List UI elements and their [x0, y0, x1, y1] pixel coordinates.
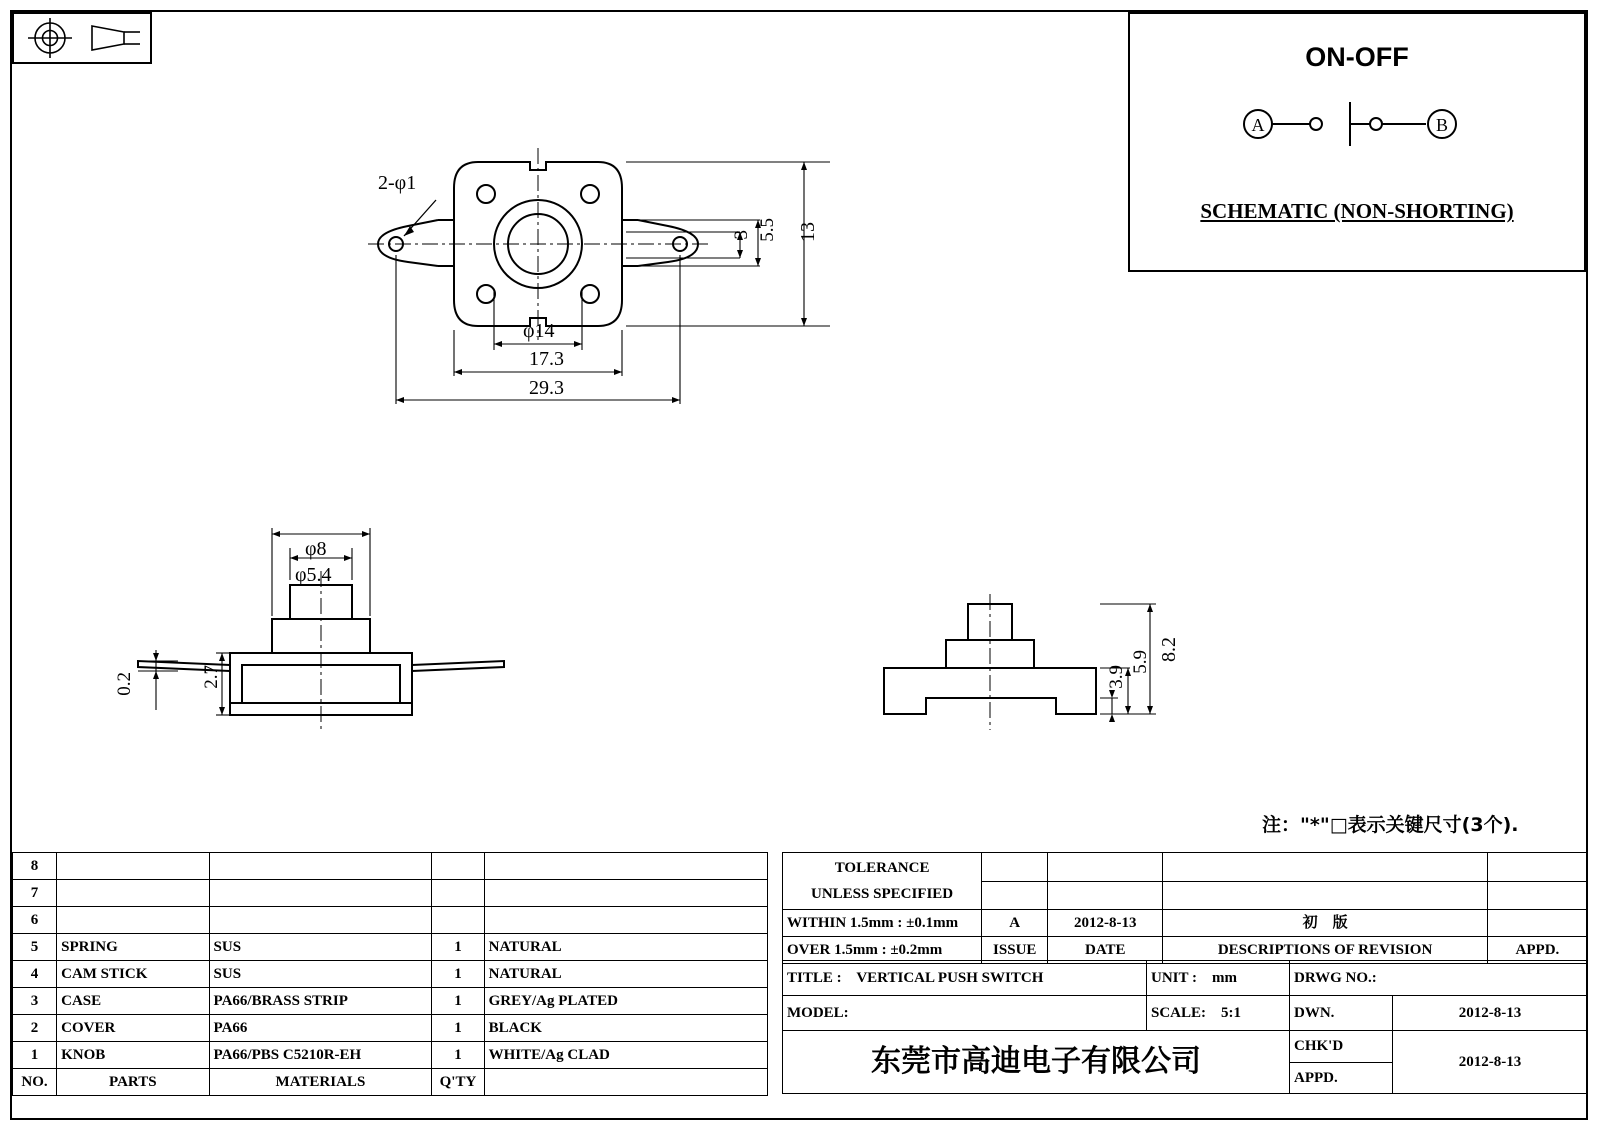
- part-name: [57, 853, 209, 880]
- tolerance-row-1: [783, 910, 1588, 937]
- part-finish: BLACK: [484, 1015, 767, 1042]
- dim-5-5: 5.5: [757, 218, 778, 242]
- part-qty: [432, 853, 484, 880]
- drwg-no-cell: DRWG NO.:: [1290, 961, 1588, 996]
- revision-description-value: 初 版: [1163, 910, 1488, 937]
- table-row: [13, 961, 768, 988]
- part-no: 7: [13, 880, 57, 907]
- svg-text:A: A: [1251, 115, 1265, 135]
- front-view-dimensions: [120, 510, 560, 750]
- part-material: [209, 880, 432, 907]
- schematic-caption: SCHEMATIC (NON-SHORTING): [1200, 199, 1514, 223]
- table-row: [13, 907, 768, 934]
- chkd-date: 2012-8-13: [1393, 1031, 1588, 1094]
- tolerance-title-line1: TOLERANCE: [834, 860, 930, 876]
- part-no: 5: [13, 934, 57, 961]
- title-cell: [783, 961, 1147, 996]
- part-name: KNOB: [57, 1042, 209, 1069]
- dwn-label: DWN.: [1290, 996, 1393, 1031]
- part-qty: [432, 907, 484, 934]
- schematic-heading: ON-OFF: [1305, 42, 1409, 72]
- company-row-1: [783, 1031, 1588, 1063]
- part-finish: WHITE/Ag CLAD: [484, 1042, 767, 1069]
- dim-phi8: φ8: [305, 538, 327, 560]
- model-label: MODEL:: [787, 1005, 849, 1021]
- unit-value: mm: [1211, 970, 1237, 986]
- part-qty: 1: [432, 988, 484, 1015]
- tolerance-revision-block: [782, 852, 1588, 964]
- revision-date-value: 2012-8-13: [1048, 910, 1163, 937]
- scale-cell: [1147, 996, 1290, 1031]
- tolerance-within: WITHIN 1.5mm : ±0.1mm: [783, 910, 982, 937]
- part-material: PA66: [209, 1015, 432, 1042]
- tolerance-title-row: [783, 853, 1588, 882]
- part-no: 4: [13, 961, 57, 988]
- model-cell: [783, 996, 1147, 1031]
- top-view-dimensions: [360, 140, 860, 430]
- rev-blank-1: [982, 853, 1048, 882]
- part-no: 6: [13, 907, 57, 934]
- revision-issue-value: A: [982, 910, 1048, 937]
- table-row: [13, 1015, 768, 1042]
- side-view-dimensions: [860, 590, 1180, 760]
- part-finish: [484, 853, 767, 880]
- part-finish: [484, 907, 767, 934]
- revision-description-label: DESCRIPTIONS OF REVISION: [1163, 937, 1488, 964]
- part-finish: [484, 880, 767, 907]
- part-name: CASE: [57, 988, 209, 1015]
- rev-blank-5: [982, 881, 1048, 910]
- revision-date-label: DATE: [1048, 937, 1163, 964]
- dim-0-2: 0.2: [114, 672, 135, 696]
- dim-3-9: 3.9: [1106, 665, 1127, 689]
- schematic-box: [1128, 12, 1586, 272]
- header-no: NO.: [13, 1069, 57, 1096]
- first-angle-projection-symbol: [14, 14, 150, 62]
- company-name: 东莞市高迪电子有限公司: [783, 1031, 1290, 1094]
- rev-blank-6: [1048, 881, 1163, 910]
- dwn-date: 2012-8-13: [1393, 996, 1588, 1031]
- dim-8-2: 8.2: [1158, 637, 1180, 662]
- parts-table: [12, 852, 768, 1096]
- appd-label: APPD.: [1290, 1062, 1393, 1094]
- dim-2-phi1: 2-φ1: [378, 172, 417, 194]
- part-no: 1: [13, 1042, 57, 1069]
- header-qty: Q'TY: [432, 1069, 484, 1096]
- projection-symbol-box: [12, 12, 152, 64]
- dim-17-3: 17.3: [529, 348, 564, 370]
- part-name: CAM STICK: [57, 961, 209, 988]
- dim-2-7: 2.7: [201, 665, 222, 689]
- scale-label: SCALE:: [1151, 1005, 1207, 1021]
- header-materials: MATERIALS: [209, 1069, 432, 1096]
- part-material: SUS: [209, 934, 432, 961]
- part-qty: 1: [432, 1042, 484, 1069]
- table-header-row: [13, 1069, 768, 1096]
- part-name: SPRING: [57, 934, 209, 961]
- table-row: [13, 880, 768, 907]
- revision-appd-blank: [1487, 910, 1587, 937]
- table-row: [13, 853, 768, 880]
- title-row: [783, 961, 1588, 996]
- part-material: SUS: [209, 961, 432, 988]
- chkd-label: CHK'D: [1290, 1031, 1393, 1063]
- part-name: [57, 907, 209, 934]
- part-no: 8: [13, 853, 57, 880]
- rev-blank-7: [1163, 881, 1488, 910]
- dim-phi14: φ14: [523, 320, 555, 342]
- part-finish: NATURAL: [484, 934, 767, 961]
- rev-blank-3: [1163, 853, 1488, 882]
- schematic-symbol: [1240, 94, 1480, 154]
- part-name: [57, 880, 209, 907]
- table-row: [13, 934, 768, 961]
- part-material: PA66/PBS C5210R-EH: [209, 1042, 432, 1069]
- part-no: 3: [13, 988, 57, 1015]
- part-no: 2: [13, 1015, 57, 1042]
- part-qty: [432, 880, 484, 907]
- title-label: TITLE :: [787, 970, 842, 986]
- rev-blank-4: [1487, 853, 1587, 882]
- dim-29-3: 29.3: [529, 377, 564, 399]
- model-row: [783, 996, 1588, 1031]
- scale-value: 5:1: [1221, 1005, 1242, 1021]
- part-qty: 1: [432, 961, 484, 988]
- part-qty: 1: [432, 934, 484, 961]
- header-parts: PARTS: [57, 1069, 209, 1096]
- tolerance-title-cell: [783, 853, 982, 910]
- part-material: PA66/BRASS STRIP: [209, 988, 432, 1015]
- table-row: [13, 988, 768, 1015]
- unit-label: UNIT :: [1151, 970, 1197, 986]
- rev-blank-8: [1487, 881, 1587, 910]
- unit-cell: [1147, 961, 1290, 996]
- title-block: [782, 960, 1588, 1094]
- dim-13: 13: [797, 222, 819, 242]
- rev-blank-2: [1048, 853, 1163, 882]
- title-value: VERTICAL PUSH SWITCH: [856, 970, 1044, 986]
- revision-issue-label: ISSUE: [982, 937, 1048, 964]
- svg-text:B: B: [1435, 115, 1449, 135]
- dim-phi5-4: φ5.4: [295, 564, 332, 586]
- key-dimension-note: 注："*"□表示关键尺寸(3个).: [1262, 814, 1519, 836]
- tolerance-title-line2: UNLESS SPECIFIED: [811, 886, 954, 902]
- part-material: [209, 907, 432, 934]
- part-finish: NATURAL: [484, 961, 767, 988]
- dim-3: 3: [731, 230, 752, 240]
- part-finish: GREY/Ag PLATED: [484, 988, 767, 1015]
- tolerance-over: OVER 1.5mm : ±0.2mm: [783, 937, 982, 964]
- header-finish: [484, 1069, 767, 1096]
- part-material: [209, 853, 432, 880]
- revision-appd-label: APPD.: [1487, 937, 1587, 964]
- table-row: [13, 1042, 768, 1069]
- dim-5-9: 5.9: [1130, 650, 1151, 674]
- part-qty: 1: [432, 1015, 484, 1042]
- part-name: COVER: [57, 1015, 209, 1042]
